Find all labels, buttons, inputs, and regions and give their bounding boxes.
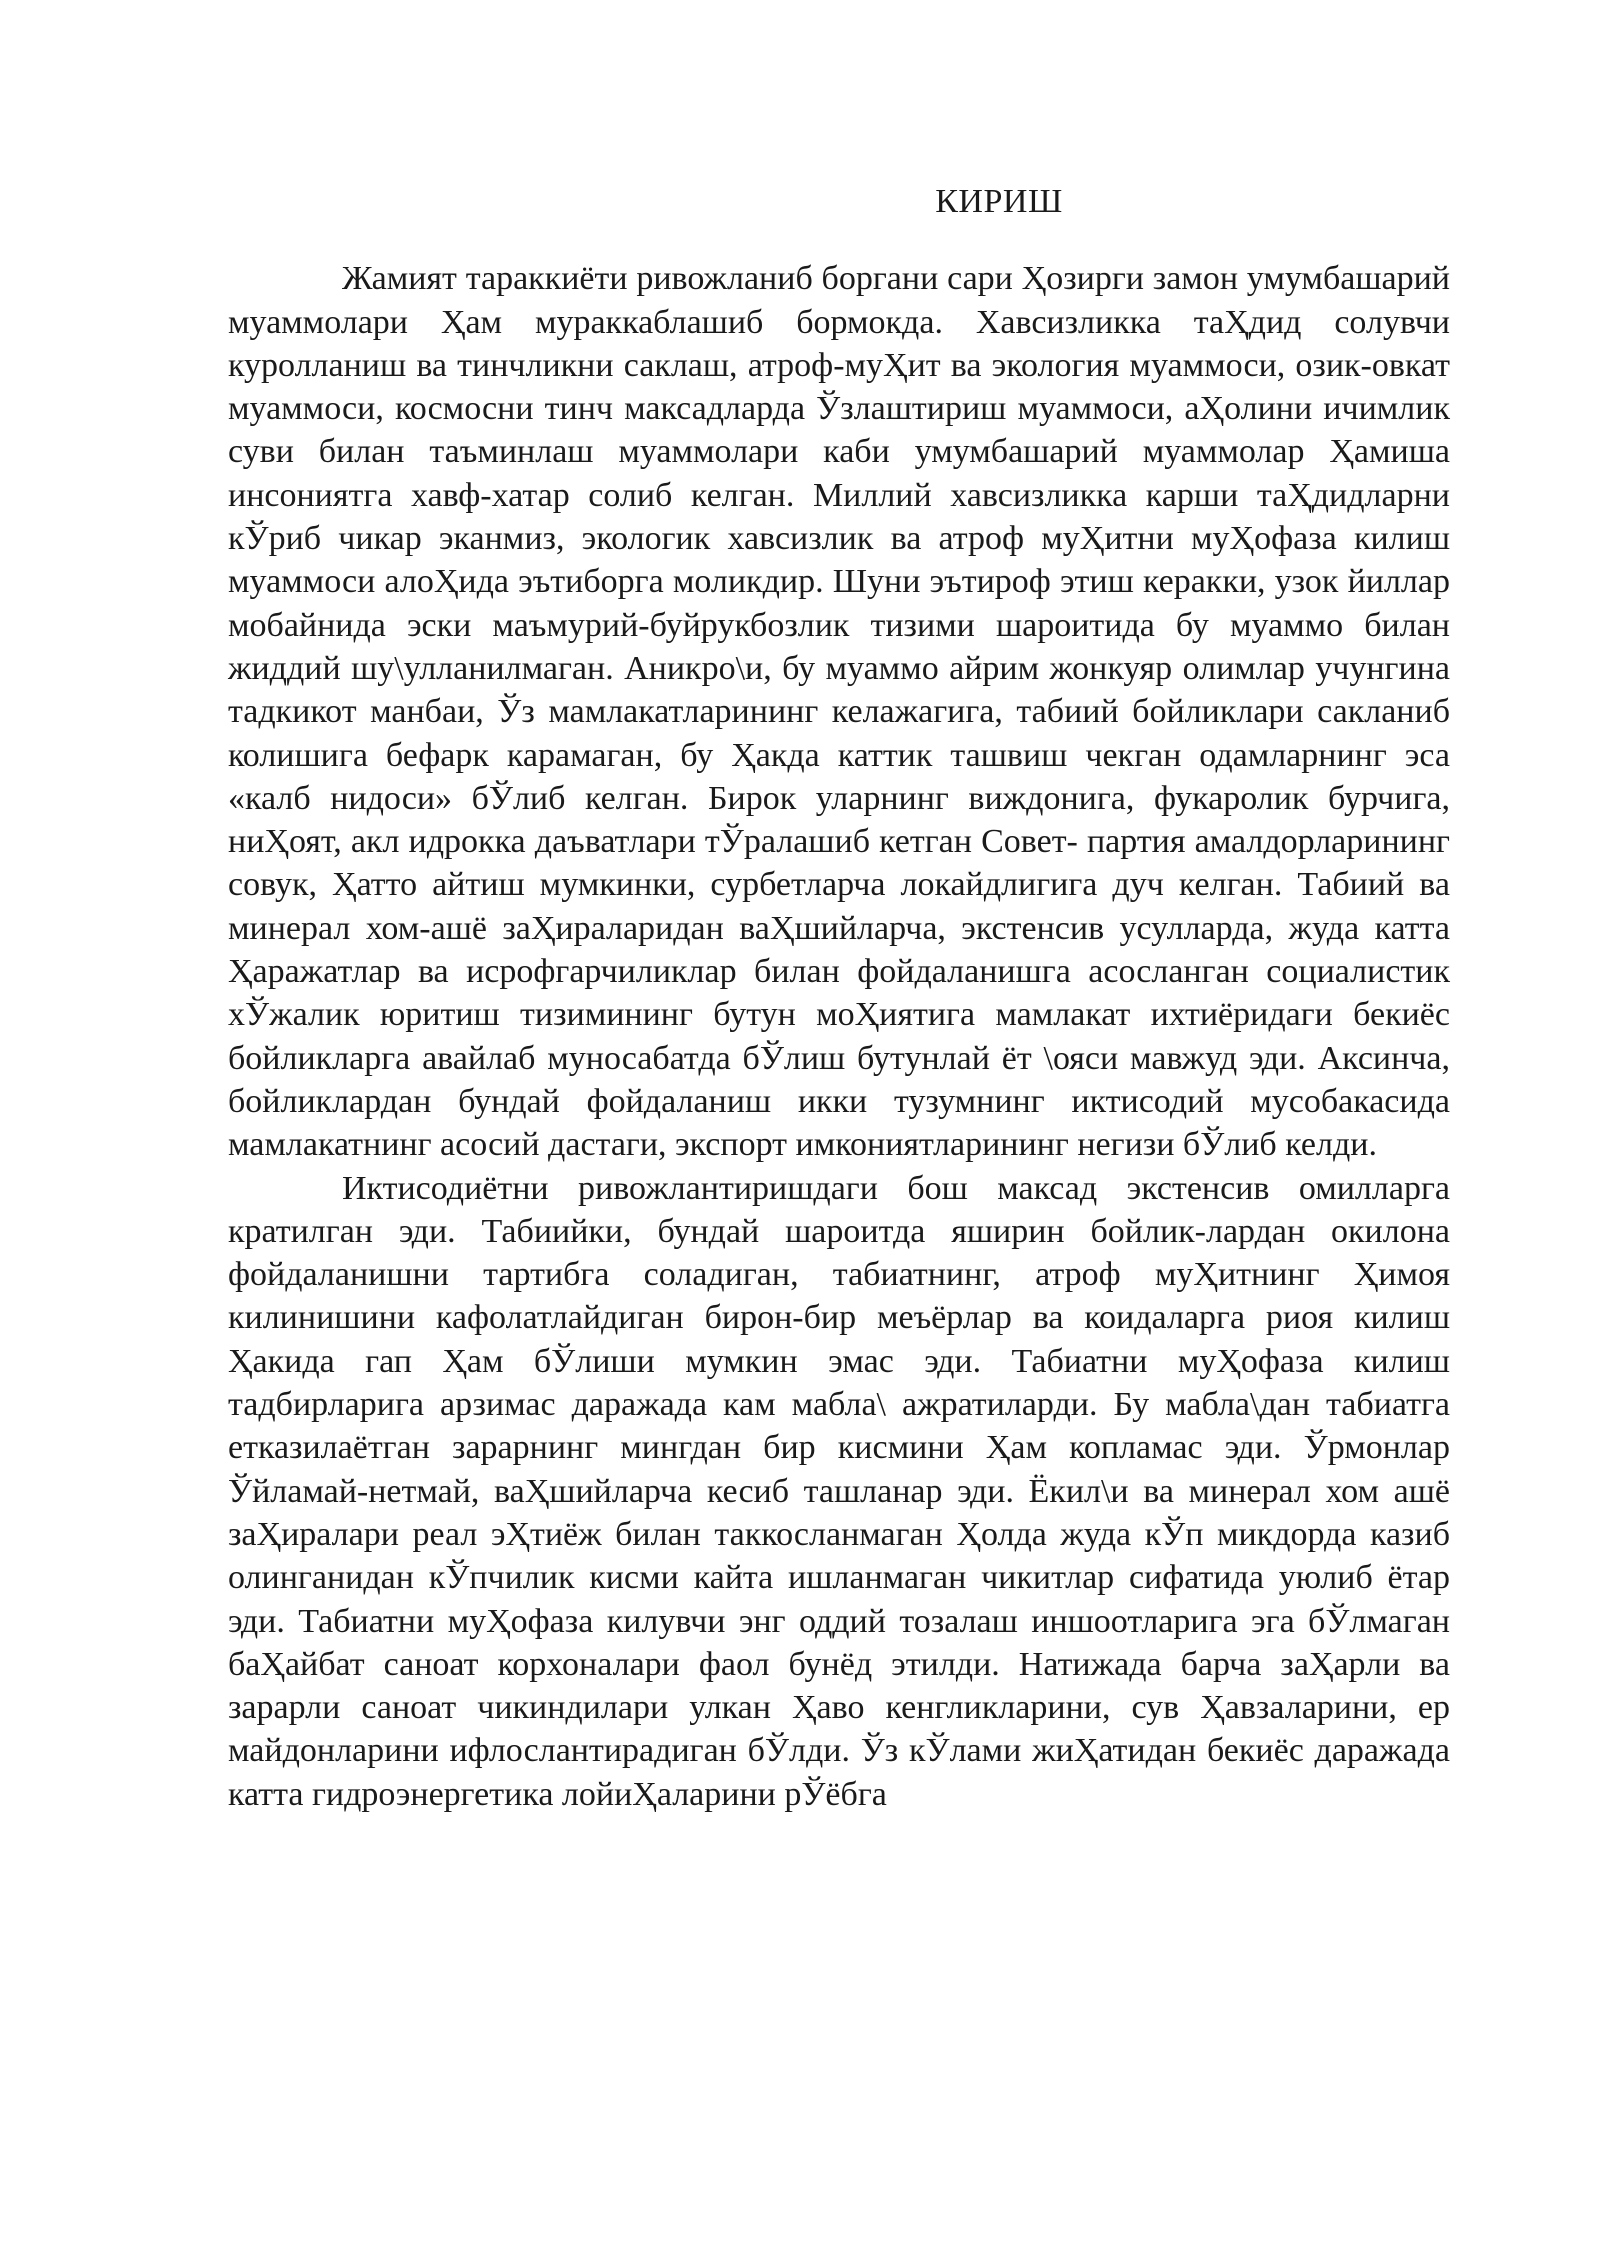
paragraph-2: Иктисодиётни ривожлантиришдаги бош максад экстенсив омилларга кратилган эди. Табиийки, бундай шароитда яширин бойлик-лардан окилона фойдаланишни тартибга соладиган, табиатнинг, атроф муҲитнинг Ҳимоя килинишини кафолатлайдиган бирон-бир меъёрлар ва коидаларга риоя килиш Ҳакида гап Ҳам бЎлиши мумкин эмас эди. Табиатни муҲофаза килиш тадбирларига арзимас даражада кам мабла\ ажратиларди. Бу мабла\дан табиатга етказилаётган зарарнинг мингдан бир кисмини Ҳам копламас эди. Ўрмонлар Ўйламай-нетмай, ваҲшийларча кесиб ташланар эди. Ёкил\и ва минерал хом ашё заҲиралари реал эҲтиёж билан таккосланмаган Ҳолда жуда кЎп микдорда казиб олинганидан кЎпчилик кисми кайта ишланмаган чикитлар сифатида уюлиб ётар эди. Табиатни муҲофаза килувчи энг оддий тозалаш иншоотларига эга бЎлмаган баҲайбат саноат корхоналари фаол бунёд этилди. Натижада барча заҲарли ва зарарли саноат чикиндилари улкан Ҳаво кенгликларини, сув Ҳавзаларини, ер майдонларини ифлослантирадиган бЎлди. Ўз кЎлами жиҲатидан бекиёс даражада катта гидроэнергетика лойиҲаларини рЎёбга xyxy=(228,1169,1450,1813)
document-body xyxy=(228,180,1450,1816)
page-title: КИРИШ xyxy=(935,183,1063,220)
paragraph-1: Жамият тараккиёти ривожланиб боргани сари Ҳозирги замон умумбашарий муаммолари Ҳам мураккаблашиб бормокда. Хавсизликка таҲдид солувчи куролланиш ва тинчликни саклаш, атроф-муҲит ва экология муаммоси, озик-овкат муаммоси, космосни тинч максадларда Ўзлаштириш муаммоси, аҲолини ичимлик суви билан таъминлаш муаммолари каби умумбашарий муаммолар Ҳамиша инсониятга хавф-хатар солиб келган. Миллий хавсизликка карши таҲдидларни кЎриб чикар эканмиз, экологик хавсизлик ва атроф муҲитни муҲофаза килиш муаммоси алоҲида эътиборга моликдир. Шуни эътироф этиш керакки, узок йиллар мобайнида эски маъмурий-буйрукбозлик тизими шароитида бу муаммо билан жиддий шу\улланилмаган. Аникро\и, бу муаммо айрим жонкуяр олимлар учунгина тадкикот манбаи, Ўз мамлакатларининг келажагига, табиий бойликлари сакланиб колишига бефарк карамаган, бу Ҳакда каттик ташвиш чекган одамларнинг эса «калб нидоси» бЎлиб келган. Бирок уларнинг виждонига, фукаролик бурчига, ниҲоят, акл идрокка даъватлари тЎралашиб кетган Совет- партия амалдорларининг совук, Ҳатто айтиш мумкинки, сурбетларча локайдлигига дуч келган. Табиий ва минерал хом-ашё заҲираларидан ваҲшийларча, экстенсив усулларда, жуда катта Ҳаражатлар ва исрофгарчиликлар билан фойдаланишга асосланган социалистик хЎжалик юритиш тизимининг бутун моҲиятига мамлакат ихтиёридаги бекиёс бойликларга авайлаб муносабатда бЎлиш бутунлай ёт \ояси мавжуд эди. Аксинча, бойликлардан бундай фойдаланиш икки тузумнинг иктисодий мусобакасида мамлакатнинг асосий дастаги, экспорт имкониятларининг негизи бЎлиб келди. xyxy=(228,260,1450,1164)
